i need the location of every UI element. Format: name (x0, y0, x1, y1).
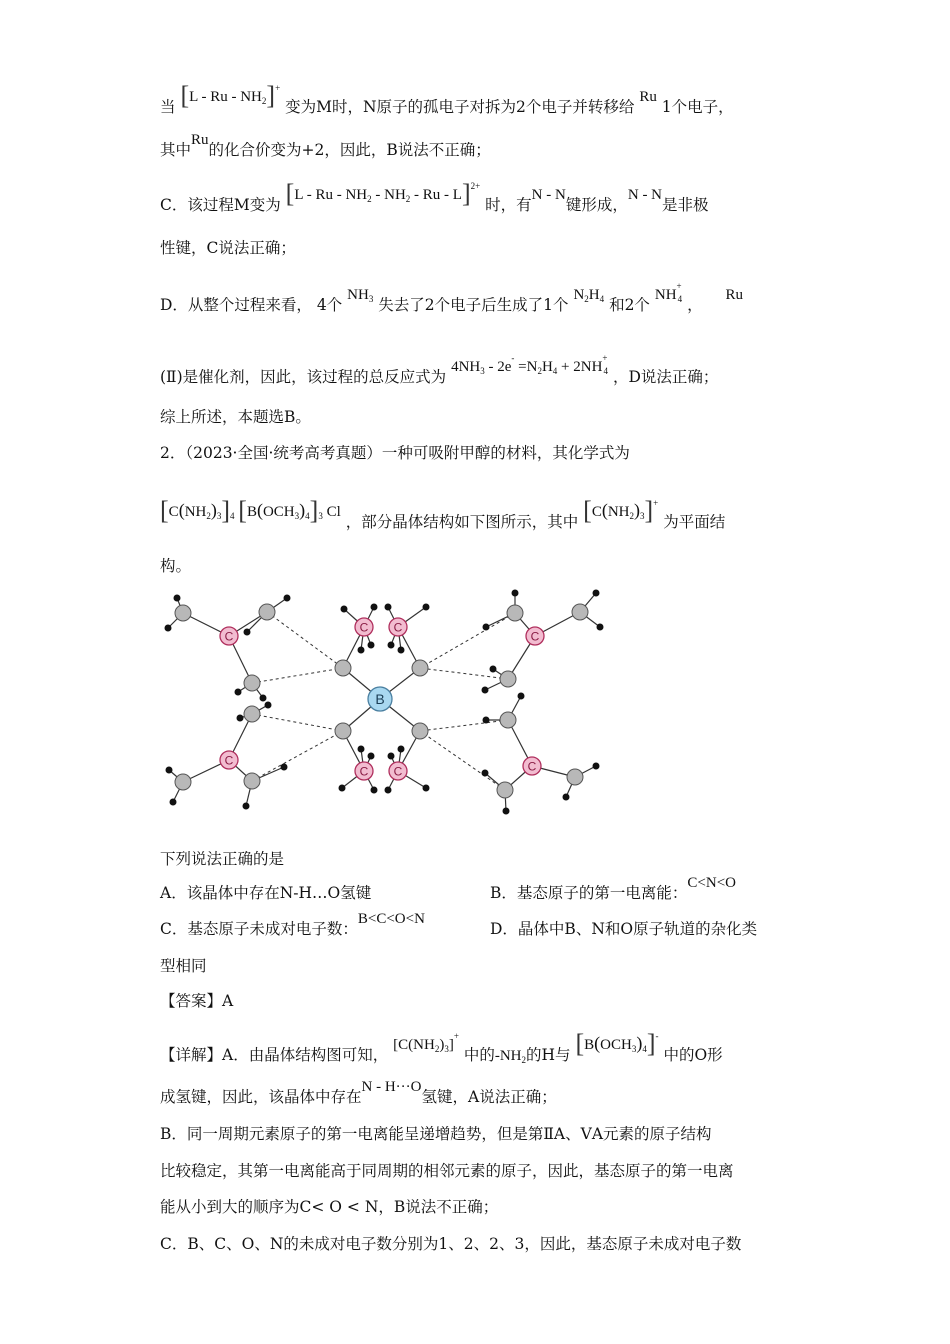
formula-nh2: $-NH_2$ (494, 1048, 527, 1065)
paragraph-line: 性键，C说法正确； (160, 239, 296, 257)
hydrogen-atom (423, 785, 430, 792)
nitrogen-atom (244, 675, 260, 691)
formula-ru: Ru (191, 132, 209, 148)
formula-l-ru-nh2: [L - Ru - $NH_2]^+$ (180, 81, 281, 110)
carbon-label: C (224, 753, 234, 768)
formula-n2h4: $N_2H_4$ (573, 287, 605, 304)
question-stem: 2．（2023·全国·统考高考真题）一种可吸附甲醇的材料，其化学式为 (160, 444, 630, 462)
option-d-continued: 型相同 (160, 957, 207, 975)
carbon-label: C (359, 620, 369, 635)
option-c[interactable]: C．基态原子未成对电子数：B<C<O<N (160, 911, 425, 938)
hydrogen-atom (593, 590, 600, 597)
paragraph-line: 其中Ru的化合价变为+2，因此，B说法不正确； (160, 132, 491, 159)
detail-line: 成氢键，因此，该晶体中存在N - H···O氢键，A说法正确； (160, 1079, 557, 1106)
formula-nh3: $NH_3$ (347, 287, 374, 304)
paragraph-line: D．从整个过程来看， 4个 $NH_3$ 失去了2个电子后生成了1个 $N_2H_4$ 和2个 $NH^+_4$ ， Ru (160, 281, 744, 314)
paragraph-line: C．该过程M变为 [L - Ru - $NH_2 - NH_2$ - Ru - L]$^{2+}$ 时，有N - N键形成，N - N是非极 (160, 179, 709, 214)
formula-borate: $[B(OCH_3)_4]^-$ (575, 1029, 659, 1058)
hydrogen-bond-line (420, 720, 508, 731)
hydrogen-atom (388, 642, 395, 649)
hydrogen-atom (398, 746, 405, 753)
hydrogen-atom (265, 702, 272, 709)
detail-line: B．同一周期元素原子的第一电离能呈递增趋势，但是第ⅡA、ⅤA元素的原子结构 (160, 1125, 712, 1143)
overall-equation: $4NH_3 - 2e^- =N_2H_4 + 2NH^+_4$ (451, 353, 608, 376)
hydrogen-atom (244, 629, 251, 636)
nitrogen-atom (175, 774, 191, 790)
paragraph-line: 综上所述，本题选B。 (160, 408, 311, 426)
hydrogen-atom (260, 695, 267, 702)
nitrogen-atom (244, 706, 260, 722)
boron-label: B (375, 691, 385, 707)
hydrogen-atom (281, 764, 288, 771)
oxygen-atom (335, 660, 351, 676)
carbon-label: C (530, 629, 540, 644)
hydrogen-atom (385, 604, 392, 611)
hydrogen-atom (482, 770, 489, 777)
hydrogen-atom (358, 746, 365, 753)
hydrogen-atom (563, 794, 570, 801)
hydrogen-atom (237, 715, 244, 722)
hydrogen-bond-line (267, 612, 343, 668)
hydrogen-atom (174, 595, 181, 602)
carbon-label: C (393, 764, 403, 779)
hydrogen-atom (593, 763, 600, 770)
hydrogen-atom (166, 767, 173, 774)
option-b[interactable]: B．基态原子的第一电离能：C<N<O (490, 875, 736, 902)
hydrogen-atom (482, 687, 489, 694)
hydrogen-atom (170, 799, 177, 806)
hydrogen-atom (385, 787, 392, 794)
question-prompt: 下列说法正确的是 (160, 850, 285, 868)
formula-n-n: N - N (627, 187, 663, 203)
hydrogen-atom (597, 624, 604, 631)
hydrogen-atom (368, 753, 375, 760)
carbon-label: C (224, 629, 234, 644)
detail-line: 比较稳定，其第一电离能高于同周期的相邻元素的原子，因此，基态原子的第一电离 (160, 1162, 734, 1180)
hydrogen-bond-line (252, 668, 343, 683)
hydrogen-atom (284, 595, 291, 602)
hydrogen-atom (339, 785, 346, 792)
hydrogen-atom (423, 604, 430, 611)
hydrogen-atom (341, 606, 348, 613)
hydrogen-atom (503, 808, 510, 815)
paragraph-line (160, 81, 792, 123)
carbon-label: C (393, 620, 403, 635)
hydrogen-atom (358, 647, 365, 654)
nitrogen-atom (507, 605, 523, 621)
formula-n-n: N - N (531, 187, 566, 203)
formula-hydrogen-bond: N - H···O (361, 1079, 422, 1095)
oxygen-atom (335, 723, 351, 739)
hydrogen-atom (368, 642, 375, 649)
text: 1个电子， (661, 98, 734, 116)
hydrogen-atom (490, 666, 497, 673)
formula-ru: Ru (639, 89, 657, 105)
nitrogen-atom (497, 782, 513, 798)
oxygen-atom (412, 660, 428, 676)
crystal-structure-diagram (155, 580, 615, 820)
hydrogen-atom (483, 624, 490, 631)
nitrogen-atom (500, 671, 516, 687)
options-row (160, 911, 792, 941)
nitrogen-atom (175, 605, 191, 621)
detail-line: C．B、C、O、N的未成对电子数分别为1、2、2、3，因此，基态原子未成对电子数 (160, 1235, 742, 1253)
text: 当 (160, 98, 176, 116)
paragraph-line: (Ⅱ)是催化剂，因此，该过程的总反应式为 $4NH_3 - 2e^- =N_2H_4 + 2NH^+_4$ ，D说法正确； (160, 353, 719, 386)
hydrogen-atom (243, 803, 250, 810)
hydrogen-atom (512, 590, 519, 597)
hydrogen-bond-line (252, 731, 343, 781)
nitrogen-atom (244, 773, 260, 789)
formula-m-dimer: [L - Ru - $NH_2 - NH_2$ - Ru - L]$^{2+}$ (285, 179, 481, 208)
hydrogen-atom (371, 787, 378, 794)
hydrogen-atom (398, 647, 405, 654)
paragraph-line: 构。 (160, 557, 192, 575)
formula-crystal: $[C(NH_2)_3]_4$ $[B(OCH_3)_4]_3$ Cl (160, 496, 341, 525)
answer: 【答案】A (160, 992, 234, 1010)
hydrogen-atom (388, 753, 395, 760)
formula-ru: Ru (725, 287, 744, 303)
nitrogen-atom (572, 604, 588, 620)
options-row (160, 875, 792, 904)
hydrogen-atom (371, 604, 378, 611)
nitrogen-atom (259, 604, 275, 620)
hydrogen-bond-line (252, 714, 343, 731)
hydrogen-bond-line (420, 731, 505, 790)
hydrogen-atom (235, 689, 242, 696)
hydrogen-atom (165, 625, 172, 632)
carbon-label: C (359, 764, 369, 779)
option-a[interactable]: A．该晶体中存在N-H…O氢键 (160, 884, 372, 902)
option-d[interactable]: D．晶体中B、N和O原子轨道的杂化类 (490, 920, 758, 938)
carbon-label: C (527, 759, 537, 774)
detail-line: 【详解】A．由晶体结构图可知， $[C(NH_2)_3]^+$ 中的$-NH_2$的H与 $[B(OCH_3)_4]^-$ 中的O形 (160, 1029, 723, 1065)
nitrogen-atom (567, 769, 583, 785)
text: 变为M时，N原子的孤电子对拆为2个电子并转移给 (285, 98, 635, 116)
question-formula-line: $[C(NH_2)_3]_4$ $[B(OCH_3)_4]_3$ Cl ，部分晶体结构如下图所示，其中 $[C(NH_2)_3]^+$ 为平面结 (160, 496, 726, 531)
formula-guanidinium: $[C(NH_2)_3]^+$ (393, 1031, 459, 1054)
formula-guanidinium: $[C(NH_2)_3]^+$ (583, 496, 659, 525)
hydrogen-atom (518, 693, 525, 700)
oxygen-atom (412, 723, 428, 739)
hydrogen-bond-line (420, 613, 515, 668)
formula-nh4: $NH^+_4$ (654, 281, 683, 304)
detail-line: 能从小到大的顺序为C< O < N，B说法不正确； (160, 1198, 499, 1216)
nitrogen-atom (500, 712, 516, 728)
hydrogen-atom (483, 717, 490, 724)
